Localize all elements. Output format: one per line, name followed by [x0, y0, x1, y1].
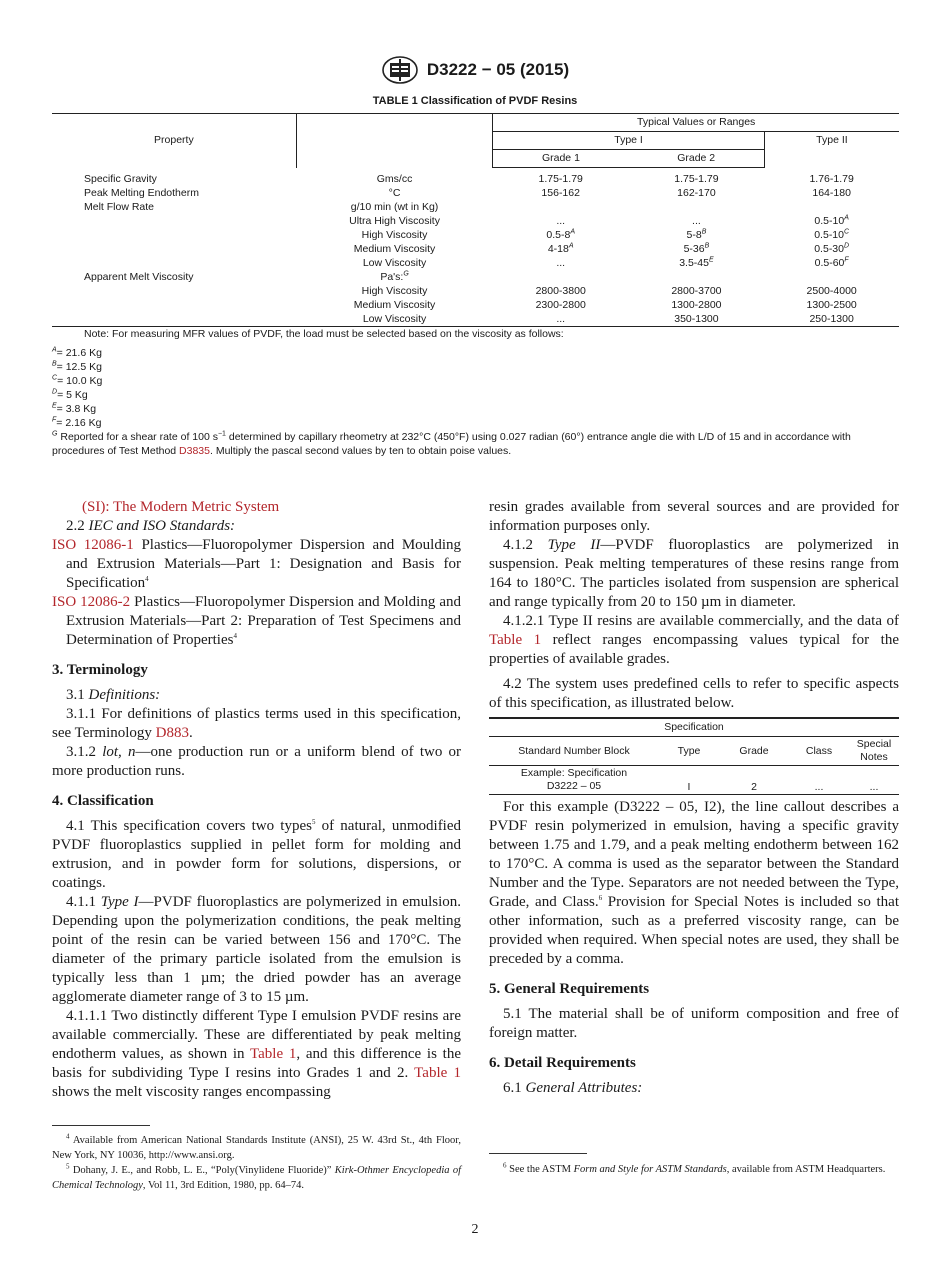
footnote-6: $^6$ See the ASTM Form and Style for ASTM Standards, available from ASTM Headquarters. [503, 1161, 886, 1175]
section-4-1-2-1: 4.1.2.1 Type II resins are available commercially, and the data of Table 1 reflect ranges encompassing values typical for the properties of available grades. [489, 613, 899, 667]
cell-grade-2: 1300-2800 [671, 299, 722, 311]
cell-grade-2: 350-1300 [629, 312, 765, 327]
table-row [52, 256, 899, 270]
spec-example-special: ... [849, 766, 899, 795]
section-4-1-1-1-continued: resin grades available from several sources and are provided for information purposes only. [489, 499, 899, 534]
cell-unit: Medium Viscosity [353, 243, 436, 255]
cell-type-2: 1300-2500 [806, 299, 857, 311]
load-note: $^B$= 12.5 Kg [52, 360, 102, 373]
spec-header-special-notes: Special Notes [849, 737, 899, 766]
cell-type-2: $0.5-60^F$ [814, 256, 849, 269]
cell-grade-1: $0.5-8^A$ [546, 228, 575, 241]
cell-type-2: $0.5-30^D$ [814, 242, 850, 255]
document-number: D3222 − 05 (2015) [426, 60, 570, 79]
link-d883[interactable]: D883 [155, 725, 189, 741]
spec-example-grade: 2 [719, 766, 789, 795]
link-table-1[interactable]: Table 1 [414, 1065, 461, 1081]
footnote-rule-right [489, 1153, 587, 1154]
cell-grade-1: ... [493, 312, 629, 327]
section-5-1: 5.1 The material shall be of uniform composition and free of foreign matter. [489, 1006, 899, 1041]
cell-unit: Low Viscosity [362, 257, 427, 269]
section-4-1-1-1: 4.1.1.1 Two distinctly different Type I emulsion PVDF resins are available commercially. These are differentiated by peak melting endotherm values, as shown in Table 1, and this difference is the basis for subdividing Type I resins into Grades 1 and 2. Table 1 shows the melt viscosity ranges encompassing [52, 1008, 461, 1100]
section-2-2: 2.2 IEC and ISO Standards: [66, 518, 236, 534]
table-1-load-note: Note: For measuring MFR values of PVDF, the load must be selected based on the viscosity as follows: [84, 328, 564, 340]
table-row [52, 242, 899, 256]
link-d3835[interactable]: D3835 [179, 445, 210, 457]
section-6-1: 6.1 General Attributes: [503, 1080, 643, 1096]
spec-header-class: Class [789, 737, 849, 766]
footnote-5: $^5$ Dohany, J. E., and Robb, L. E., “Poly(Vinylidene Fluoride)” Kirk-Othmer Encyclopedia of Chemical Technology, Vol 11, 3rd Edition, 1980, pp. 64–74. [52, 1162, 461, 1191]
heading-terminology: 3. Terminology [52, 662, 148, 678]
table-row [52, 186, 899, 200]
cell-grade-2: ... [692, 215, 701, 227]
cell-grade-2 [629, 200, 765, 214]
heading-general-requirements: 5. General Requirements [489, 981, 650, 997]
section-4-1-1: 4.1.1 Type I—PVDF fluoroplastics are polymerized in emulsion. Depending upon the polymerization conditions, the peak melting point of the resin can be varied between 156 and 170°C. The diameter of the primary particle isolated from the emulsion is typically less than 1 µm; the dried powder has an average agglomerate diameter range of 3 to 15 µm. [52, 894, 461, 1005]
header-type-2: Type II [816, 134, 848, 146]
section-4-2: 4.2 The system uses predefined cells to refer to specific aspects of this specification, as illustrated below. [489, 676, 899, 711]
cell-unit: Pa's:$^G$ [380, 270, 409, 283]
section-4-1: 4.1 This specification covers two types$^5$ of natural, unmodified PVDF fluoroplastics supplied in pellet form for molding and extrusion, and in powder form for solutions, dispersions, or coatings. [52, 818, 462, 891]
link-iso-12086-1[interactable]: ISO 12086-1 [52, 537, 134, 553]
section-3-1-2: 3.1.2 lot, n—one production run or a uniform blend of two or more production runs. [52, 744, 461, 779]
section-3-1-1: 3.1.1 For definitions of plastics terms used in this specification, see Terminology D883. [52, 706, 461, 741]
link-table-1[interactable]: Table 1 [250, 1046, 297, 1062]
cell-property [52, 214, 296, 228]
page-number: 2 [471, 1222, 479, 1237]
header-type-1: Type I [493, 132, 764, 150]
table-row [52, 298, 899, 312]
load-note: $^E$= 3.8 Kg [52, 402, 97, 415]
load-note: $^F$= 2.16 Kg [52, 416, 102, 429]
spec-header-block: Standard Number Block [489, 737, 659, 766]
table-1-title: TABLE 1 Classification of PVDF Resins [372, 95, 578, 107]
cell-type-2: 2500-4000 [806, 285, 857, 297]
load-note: $^D$= 5 Kg [52, 388, 88, 401]
cell-grade-1: ... [556, 257, 566, 269]
cell-property [52, 298, 296, 312]
table-row [52, 200, 899, 214]
cell-grade-2: 2800-3700 [671, 285, 722, 297]
cell-grade-2: 1.75-1.79 [674, 173, 719, 185]
cell-grade-2: 162-170 [677, 187, 716, 199]
cell-property [52, 284, 296, 298]
table-1 [52, 113, 899, 327]
cell-grade-1: ... [556, 215, 566, 227]
cell-unit: Medium Viscosity [353, 299, 436, 311]
cell-type-2 [764, 270, 899, 284]
cell-grade-1: 2300-2800 [535, 299, 586, 311]
link-table-1[interactable]: Table 1 [489, 632, 542, 648]
cell-property [52, 242, 296, 256]
table-row [52, 214, 899, 228]
spec-header-grade: Grade [719, 737, 789, 766]
cell-grade-1: 2800-3800 [535, 285, 586, 297]
cell-property: Melt Flow Rate [84, 201, 155, 213]
footnotes-left [52, 1133, 461, 1193]
example-explanation: For this example (D3222 – 05, I2), the line callout describes a PVDF resin polymerized in emulsion, having a specific gravity between 1.75 and 1.79, and a peak melting endotherm between 162 to 170°C. A comma is used as the separator between the Standard Number and the Type. Separators are not needed between the Type, Grade, and Class.$^6$ Provision for Special Notes is included so that other information, such as a preferred viscosity range, can be provided when required. When special notes are used, they shall be preceded by a comma. [489, 799, 899, 967]
cell-grade-2: $5-36^B$ [683, 242, 710, 255]
load-note: $^C$= 10.0 Kg [52, 374, 103, 387]
cell-grade-2: $5-8^B$ [686, 228, 707, 241]
heading-classification: 4. Classification [52, 793, 154, 809]
cell-grade-2: $3.5-45^E$ [679, 256, 714, 269]
table-1-footnote-g: $^G$ Reported for a shear rate of 100 $s^{-1}$ determined by capillary rheometry at 232°C (450°F) using 0.027 radian (60°) entrance angle die with L/D of 15 and in accordance with procedures of Test Method D3835. Multiply the pascal second values by ten to obtain poise values. [52, 430, 851, 457]
cell-unit: High Viscosity [361, 285, 428, 297]
cell-type-2: 164-180 [812, 187, 851, 199]
cell-type-2: 1.76-1.79 [809, 172, 854, 185]
cell-unit: g/10 min (wt in Kg) [350, 201, 439, 213]
cell-property: Specific Gravity [84, 172, 157, 185]
cell-property: Peak Melting Endotherm [84, 187, 199, 199]
header-typical-values: Typical Values or Ranges [493, 114, 899, 132]
cell-type-2 [764, 200, 899, 214]
header-grade-2: Grade 2 [629, 150, 765, 168]
left-column [52, 498, 461, 1102]
cell-type-2: $0.5-10^A$ [814, 214, 849, 227]
spec-example-class: ... [789, 766, 849, 795]
section-4-1-2: 4.1.2 Type II—PVDF fluoroplastics are polymerized in suspension. Peak melting temperatures of these resins range from 164 to 180°C. The particles isolated from suspension are spherical and range typically from 20 to 150 µm in diameter. [489, 537, 899, 610]
spec-title: Specification [489, 718, 899, 737]
cell-unit: Low Viscosity [296, 312, 493, 327]
table-1-notes [52, 327, 902, 458]
cell-grade-1 [493, 270, 629, 284]
header-property: Property [52, 114, 296, 168]
cell-type-2: $0.5-10^C$ [814, 228, 850, 241]
cell-property: Apparent Melt Viscosity [84, 271, 194, 283]
cell-unit: High Viscosity [361, 229, 428, 241]
spec-example-label: Example: Specification D3222 – 05 [489, 766, 659, 795]
spec-example-type: I [659, 766, 719, 795]
reference-iso-12086-2: ISO 12086-2 Plastics—Fluoropolymer Dispersion and Molding and Extrusion Materials—Part 2: Preparation of Test Specimens and Determination of Properties$^4$ [52, 594, 461, 648]
table-row [52, 284, 899, 298]
spec-header-type: Type [659, 737, 719, 766]
cell-grade-1: 1.75-1.79 [538, 173, 583, 185]
footnote-rule-left [52, 1125, 150, 1126]
table-row [52, 168, 899, 187]
cell-property [52, 256, 296, 270]
cell-unit: Ultra High Viscosity [349, 215, 440, 227]
cell-property [52, 312, 296, 327]
link-si-metric-system[interactable]: (SI): The Modern Metric System [82, 499, 280, 515]
footnote-4: $^4$ Available from American National Standards Institute (ANSI), 25 W. 43rd St., 4th Floor, New York, NY 10036, http://www.ansi.org. [52, 1132, 461, 1161]
table-row [52, 270, 899, 284]
table-row [52, 228, 899, 242]
link-iso-12086-2[interactable]: ISO 12086-2 [52, 594, 131, 610]
cell-unit: °C [388, 187, 401, 199]
cell-grade-1: 156-162 [541, 187, 580, 199]
footnotes-right [489, 1162, 899, 1177]
cell-property [52, 228, 296, 242]
cell-grade-1: $4-18^A$ [547, 242, 574, 255]
right-column [489, 498, 899, 1098]
cell-type-2: 250-1300 [764, 312, 899, 327]
table-row [52, 312, 899, 327]
cell-grade-1 [493, 200, 629, 214]
header-grade-1: Grade 1 [493, 150, 629, 168]
page-header [0, 55, 950, 85]
cell-grade-2 [629, 270, 765, 284]
heading-detail-requirements: 6. Detail Requirements [489, 1055, 636, 1071]
cell-unit: Gms/cc [376, 172, 413, 185]
specification-callout-table [489, 717, 899, 795]
section-3-1: 3.1 Definitions: [66, 687, 161, 703]
load-note: $^A$= 21.6 Kg [52, 346, 102, 359]
astm-logo-icon [381, 55, 419, 85]
reference-iso-12086-1: ISO 12086-1 Plastics—Fluoropolymer Dispersion and Moulding and Extrusion Materials—Part 1: Designation and Basis for Specification$^4$ [52, 537, 462, 591]
